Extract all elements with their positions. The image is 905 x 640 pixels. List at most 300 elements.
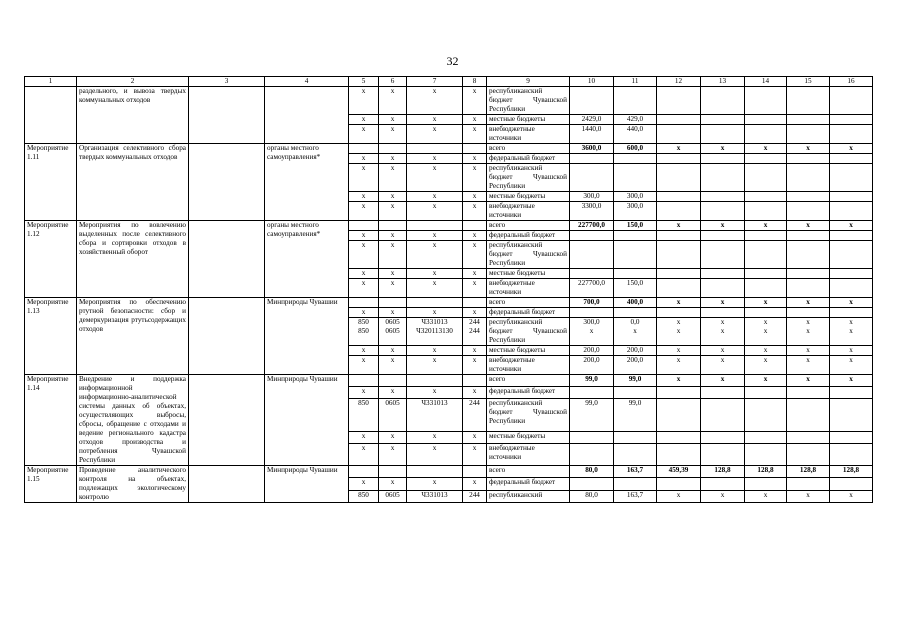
csr-code: х [407,87,463,115]
vr-code: х [463,154,487,164]
value-col10: 700,0 [570,298,614,308]
value-col14: х [745,356,787,375]
funding-source: федеральный бюджет [487,308,570,318]
rz-pr-code: х [379,125,407,144]
value-col14 [745,241,787,269]
value-col13: 128,8 [701,466,745,478]
value-col15 [787,431,830,443]
value-col14 [745,308,787,318]
value-col16 [830,386,873,398]
csr-code: х [407,431,463,443]
value-col13 [701,202,745,221]
vr-code [463,466,487,478]
value-col13: х [701,346,745,356]
csr-code: х [407,154,463,164]
funding-source: местные бюджеты [487,115,570,125]
value-col10: 99,0 [570,375,614,387]
value-col16 [830,115,873,125]
value-col11 [614,241,657,269]
value-col11 [614,154,657,164]
csr-code: х [407,269,463,279]
header-cell-1: 1 [25,77,77,87]
value-col11 [614,308,657,318]
grbs-code: х [349,164,379,192]
value-col16 [830,443,873,465]
funding-source: внебюджетные источники [487,279,570,298]
measure-number [25,87,77,144]
value-col14 [745,87,787,115]
value-col16 [830,308,873,318]
value-col11: 200,0 [614,356,657,375]
value-col16 [830,431,873,443]
value-col15 [787,231,830,241]
rz-pr-code: х [379,386,407,398]
funding-source: всего [487,466,570,478]
value-col13 [701,231,745,241]
value-col16: х х [830,318,873,346]
value-col11: 0,0 х [614,318,657,346]
vr-code: х [463,269,487,279]
value-col11 [614,87,657,115]
measure-number: Мероприятие 1.14 [25,375,77,466]
csr-code [407,375,463,387]
vr-code: х [463,241,487,269]
rz-pr-code: х [379,478,407,490]
measure-title: Проведение аналитического контроля на объектах, подлежащих экологическому контролю [77,466,189,503]
value-col13 [701,308,745,318]
header-cell-10: 10 [570,77,614,87]
value-col12: х [657,356,701,375]
value-col14 [745,478,787,490]
value-col11: 600,0 [614,144,657,154]
executor [265,87,349,144]
value-col10 [570,478,614,490]
funding-source: федеральный бюджет [487,154,570,164]
vr-code: 244 [463,398,487,431]
funding-source: местные бюджеты [487,269,570,279]
rz-pr-code: 0605 [379,398,407,431]
measure-number: Мероприятие 1.11 [25,144,77,221]
funding-source: внебюджетные источники [487,202,570,221]
value-col12 [657,125,701,144]
csr-code [407,466,463,478]
value-col10: 300,0 [570,192,614,202]
value-col13 [701,269,745,279]
executor: органы местного самоуправления* [265,144,349,221]
value-col11: 150,0 [614,279,657,298]
csr-code: х [407,125,463,144]
funding-source: республиканский бюджет Чувашской Республики [487,241,570,269]
value-col16: 128,8 [830,466,873,478]
value-col15: х [787,221,830,231]
value-col15 [787,87,830,115]
value-col12: х [657,490,701,502]
value-col13: х [701,144,745,154]
value-col16 [830,279,873,298]
value-col14 [745,192,787,202]
header-cell-12: 12 [657,77,701,87]
col3-cell [189,466,265,503]
value-col13: х [701,356,745,375]
value-col15 [787,125,830,144]
value-col13 [701,164,745,192]
csr-code: х [407,346,463,356]
value-col15 [787,386,830,398]
measure-title: Организация селективного сбора твердых коммунальных отходов [77,144,189,221]
grbs-code: 850 850 [349,318,379,346]
value-col15: х [787,375,830,387]
value-col13 [701,241,745,269]
value-col16 [830,154,873,164]
value-col12 [657,443,701,465]
budget-table [24,76,873,503]
value-col10: 3300,0 [570,202,614,221]
value-col16 [830,192,873,202]
value-col12 [657,431,701,443]
value-col10 [570,231,614,241]
grbs-code: х [349,269,379,279]
csr-code: х [407,478,463,490]
value-col13 [701,431,745,443]
value-col14 [745,202,787,221]
measure-title: Мероприятия по вовлечению выделенных после селективного сбора и сортировки отходов в хозяйственный оборот [77,221,189,298]
executor: Минприроды Чувашии [265,375,349,466]
value-col10: 80,0 [570,466,614,478]
funding-source: всего [487,298,570,308]
value-col14: х [745,346,787,356]
value-col13 [701,478,745,490]
grbs-code: х [349,279,379,298]
header-cell-14: 14 [745,77,787,87]
table-row [25,375,873,387]
value-col16 [830,164,873,192]
value-col15 [787,269,830,279]
value-col14 [745,443,787,465]
value-col12 [657,269,701,279]
header-cell-8: 8 [463,77,487,87]
header-cell-13: 13 [701,77,745,87]
table-row [25,87,873,115]
value-col13: х х [701,318,745,346]
vr-code: х [463,115,487,125]
vr-code: х [463,125,487,144]
value-col12 [657,164,701,192]
value-col14 [745,279,787,298]
csr-code: х [407,241,463,269]
value-col10 [570,164,614,192]
header-row [25,77,873,87]
grbs-code: х [349,356,379,375]
value-col15 [787,241,830,269]
vr-code: х [463,346,487,356]
grbs-code: х [349,231,379,241]
value-col14 [745,431,787,443]
vr-code: х [463,192,487,202]
executor: Минприроды Чувашии [265,466,349,503]
grbs-code [349,298,379,308]
funding-source: республиканский [487,490,570,502]
value-col12: х [657,144,701,154]
value-col12: х [657,221,701,231]
grbs-code: 850 [349,398,379,431]
grbs-code: х [349,478,379,490]
value-col15 [787,398,830,431]
col3-cell [189,87,265,144]
funding-source: всего [487,375,570,387]
header-cell-9: 9 [487,77,570,87]
grbs-code [349,221,379,231]
rz-pr-code: х [379,192,407,202]
rz-pr-code: х [379,154,407,164]
value-col15: х [787,490,830,502]
value-col14: х х [745,318,787,346]
value-col11: 99,0 [614,375,657,387]
csr-code: х [407,202,463,221]
value-col13: х [701,375,745,387]
value-col11 [614,386,657,398]
value-col12 [657,241,701,269]
grbs-code [349,144,379,154]
rz-pr-code: 0605 0605 [379,318,407,346]
grbs-code: х [349,192,379,202]
vr-code: х [463,356,487,375]
rz-pr-code: х [379,356,407,375]
grbs-code: х [349,308,379,318]
value-col12 [657,398,701,431]
vr-code: х [463,164,487,192]
value-col16: х [830,298,873,308]
value-col10: 2429,0 [570,115,614,125]
value-col14 [745,164,787,192]
value-col12: х [657,346,701,356]
header-cell-6: 6 [379,77,407,87]
header-cell-15: 15 [787,77,830,87]
grbs-code [349,466,379,478]
value-col16: х [830,356,873,375]
rz-pr-code: х [379,231,407,241]
vr-code: х [463,308,487,318]
rz-pr-code [379,144,407,154]
value-col12: х [657,298,701,308]
funding-source: местные бюджеты [487,346,570,356]
value-col11 [614,269,657,279]
value-col16 [830,231,873,241]
rz-pr-code [379,466,407,478]
funding-source: всего [487,221,570,231]
vr-code: х [463,279,487,298]
value-col10: 80,0 [570,490,614,502]
value-col16 [830,125,873,144]
value-col11 [614,443,657,465]
col3-cell [189,221,265,298]
value-col11: 300,0 [614,192,657,202]
value-col15: х [787,298,830,308]
value-col13 [701,279,745,298]
header-cell-4: 4 [265,77,349,87]
value-col16: х [830,144,873,154]
funding-source: республиканский бюджет Чувашской Республики [487,164,570,192]
value-col14: х [745,375,787,387]
value-col14: х [745,490,787,502]
value-col13: х [701,490,745,502]
vr-code: х [463,431,487,443]
grbs-code: х [349,241,379,269]
value-col11: 300,0 [614,202,657,221]
measure-number: Мероприятие 1.13 [25,298,77,375]
value-col10: 227700,0 [570,221,614,231]
value-col11 [614,431,657,443]
value-col14 [745,231,787,241]
csr-code: Ч331013 Ч320113130 [407,318,463,346]
csr-code: х [407,386,463,398]
grbs-code: х [349,125,379,144]
value-col16: х [830,346,873,356]
funding-source: местные бюджеты [487,192,570,202]
vr-code: х [463,87,487,115]
funding-source: республиканский бюджет Чувашской Республики [487,87,570,115]
csr-code: х [407,192,463,202]
csr-code: Ч331013 [407,398,463,431]
funding-source: федеральный бюджет [487,231,570,241]
value-col13 [701,386,745,398]
csr-code: х [407,115,463,125]
value-col16 [830,269,873,279]
csr-code [407,298,463,308]
header-cell-5: 5 [349,77,379,87]
measure-title: Мероприятия по обеспечению ртутной безопасности: сбор и демеркуризация ртутьсодержащих отходов [77,298,189,375]
value-col10 [570,87,614,115]
funding-source: внебюджетные источники [487,125,570,144]
header-cell-7: 7 [407,77,463,87]
csr-code: х [407,231,463,241]
value-col11 [614,231,657,241]
value-col15: 128,8 [787,466,830,478]
executor: органы местного самоуправления* [265,221,349,298]
funding-source: федеральный бюджет [487,478,570,490]
rz-pr-code: х [379,164,407,192]
csr-code: х [407,443,463,465]
value-col10: 99,0 [570,398,614,431]
value-col10: 200,0 [570,346,614,356]
value-col10: 300,0 х [570,318,614,346]
rz-pr-code [379,221,407,231]
col3-cell [189,375,265,466]
value-col15: х [787,346,830,356]
csr-code: Ч331013 [407,490,463,502]
csr-code: х [407,308,463,318]
funding-source: республиканский бюджет Чувашской Республики [487,398,570,431]
value-col15: х [787,356,830,375]
rz-pr-code: х [379,115,407,125]
rz-pr-code: х [379,279,407,298]
value-col16 [830,241,873,269]
table-row [25,221,873,231]
value-col15: х [787,144,830,154]
value-col10 [570,154,614,164]
page-number: 32 [446,54,459,68]
value-col10: 3600,0 [570,144,614,154]
value-col12 [657,202,701,221]
table-row [25,298,873,308]
value-col13 [701,154,745,164]
value-col16: х [830,221,873,231]
csr-code: х [407,356,463,375]
vr-code: 244 [463,490,487,502]
value-col15 [787,308,830,318]
rz-pr-code: х [379,431,407,443]
value-col15 [787,279,830,298]
funding-source: республиканский бюджет Чувашской Республики [487,318,570,346]
value-col11: 163,7 [614,466,657,478]
value-col11 [614,164,657,192]
rz-pr-code: х [379,346,407,356]
grbs-code: х [349,154,379,164]
value-col10 [570,308,614,318]
grbs-code: х [349,87,379,115]
value-col12 [657,154,701,164]
value-col15 [787,164,830,192]
value-col15 [787,478,830,490]
value-col12 [657,279,701,298]
vr-code [463,375,487,387]
rz-pr-code [379,375,407,387]
value-col11: 440,0 [614,125,657,144]
csr-code: х [407,164,463,192]
value-col13: х [701,298,745,308]
vr-code: 244 244 [463,318,487,346]
measure-number: Мероприятие 1.15 [25,466,77,503]
value-col12: 459,39 [657,466,701,478]
rz-pr-code [379,298,407,308]
grbs-code: х [349,431,379,443]
value-col12 [657,478,701,490]
value-col16 [830,478,873,490]
value-col11: 150,0 [614,221,657,231]
value-col13 [701,398,745,431]
executor: Минприроды Чувашии [265,298,349,375]
value-col12: х [657,375,701,387]
value-col14: 128,8 [745,466,787,478]
value-col11: 163,7 [614,490,657,502]
value-col14 [745,386,787,398]
measure-number: Мероприятие 1.12 [25,221,77,298]
vr-code [463,144,487,154]
value-col10: 200,0 [570,356,614,375]
col3-cell [189,298,265,375]
vr-code: х [463,478,487,490]
vr-code: х [463,386,487,398]
value-col15 [787,443,830,465]
value-col16 [830,202,873,221]
value-col10 [570,443,614,465]
value-col12 [657,87,701,115]
grbs-code: х [349,443,379,465]
grbs-code: х [349,115,379,125]
value-col13 [701,443,745,465]
value-col12: х х [657,318,701,346]
value-col14 [745,398,787,431]
table-row [25,466,873,478]
funding-source: всего [487,144,570,154]
value-col12 [657,192,701,202]
grbs-code: 850 [349,490,379,502]
value-col15 [787,154,830,164]
value-col15 [787,192,830,202]
header-cell-3: 3 [189,77,265,87]
value-col14: х [745,221,787,231]
header-cell-11: 11 [614,77,657,87]
value-col12 [657,115,701,125]
